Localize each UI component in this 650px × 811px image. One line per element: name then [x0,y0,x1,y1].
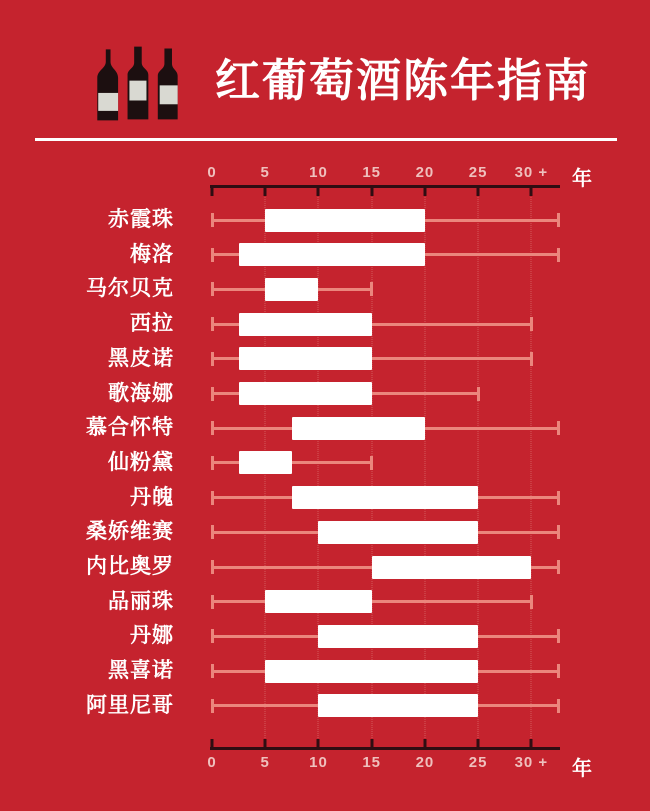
chart-row [212,518,558,546]
chart-row [212,275,558,303]
axis-tick [211,739,214,748]
whisker-cap [557,213,560,227]
whisker-cap [211,387,214,401]
whisker-cap [557,560,560,574]
x-axis-bottom [207,738,592,786]
axis-tick [423,739,426,748]
axis-tick-label: 10 [309,754,328,771]
grape-variety-label: 内比奥罗 [86,555,174,578]
whisker-line [212,600,531,603]
whisker-cap [211,248,214,262]
whisker-cap [211,456,214,470]
whisker-cap [557,525,560,539]
whisker-cap [211,699,214,713]
axis-tick-label: 15 [362,164,382,181]
axis-tick [477,739,480,748]
aging-range-bar [239,313,372,336]
aging-range-bar [239,243,425,266]
chart-row [212,553,558,581]
axis-tick-label: 30 + [514,164,549,181]
axis-tick-label: 25 [468,164,488,181]
axis-tick [264,739,267,748]
grape-variety-label: 马尔贝克 [86,277,174,301]
aging-range-bar [239,451,292,474]
chart-row [212,588,558,616]
aging-range-bar [318,521,478,544]
axis-tick-label: 20 [415,164,435,181]
whisker-cap [211,629,214,643]
whisker-cap [477,387,480,401]
aging-range-bar [265,209,425,232]
aging-range-bar [239,347,372,370]
whisker-cap [557,664,560,678]
whisker-cap [211,525,214,539]
axis-unit-label: 年 [572,758,592,780]
axis-tick-label: 30 + [514,754,549,771]
whisker-cap [557,699,560,713]
whisker-cap [370,456,373,470]
whisker-cap [211,352,214,366]
chart-row [212,657,558,685]
aging-range-bar [318,694,478,717]
whisker-cap [557,491,560,505]
axis-line [210,747,560,750]
chart-row [212,449,558,477]
whisker-cap [530,595,533,609]
chart-row [212,414,558,442]
axis-tick-label: 5 [260,754,270,771]
chart-row [212,345,558,373]
aging-range-bar [265,660,478,683]
aging-range-bar [265,278,318,301]
chart-row [212,310,558,338]
whisker-cap [211,282,214,296]
axis-tick [317,739,320,748]
grape-variety-label: 阿里尼哥 [86,693,174,717]
grape-variety-label: 西拉 [130,312,174,336]
grape-variety-label: 黑皮诺 [108,346,174,370]
whisker-cap [211,421,214,435]
chart-row [212,692,558,720]
axis-tick [370,739,373,748]
whisker-cap [530,352,533,366]
aging-range-bar [239,382,372,405]
axis-tick-label: 5 [260,164,270,181]
grape-variety-label: 梅洛 [130,242,174,266]
aging-range-bar [265,590,371,613]
row-labels [12,0,174,811]
chart-row [212,484,558,512]
aging-range-bar [292,486,478,509]
grape-variety-label: 赤霞珠 [108,208,174,231]
axis-tick-label: 25 [468,754,488,771]
grape-variety-label: 桑娇维赛 [86,520,174,544]
aging-range-bar [318,625,478,648]
whisker-cap [530,317,533,331]
whisker-cap [557,248,560,262]
axis-tick-label: 15 [362,754,382,771]
chart-row [212,206,558,234]
chart-rows [212,0,558,811]
grape-variety-label: 仙粉黛 [108,450,174,474]
axis-tick-label: 0 [207,164,217,181]
page-title: 红葡萄酒陈年指南 [214,55,591,106]
whisker-cap [211,664,214,678]
axis-tick-label: 10 [309,164,328,181]
chart-row [212,622,558,650]
chart-row [212,241,558,269]
whisker-cap [211,560,214,574]
grape-variety-label: 丹魄 [130,485,174,509]
chart-row [212,380,558,408]
axis-unit-label: 年 [572,168,592,190]
whisker-cap [557,421,560,435]
whisker-cap [211,213,214,227]
grape-variety-label: 慕合怀特 [86,416,174,440]
axis-tick-label: 20 [415,754,435,771]
grape-variety-label: 黑喜诺 [108,659,174,683]
grape-variety-label: 歌海娜 [108,381,174,405]
whisker-cap [557,629,560,643]
aging-range-bar [292,417,425,440]
grape-variety-label: 品丽珠 [108,589,174,613]
whisker-cap [211,317,214,331]
whisker-line [212,461,372,464]
whisker-cap [211,595,214,609]
aging-range-bar [372,556,532,579]
grape-variety-label: 丹娜 [130,624,174,648]
whisker-cap [211,491,214,505]
axis-tick-label: 0 [207,754,217,771]
axis-tick [530,739,533,748]
whisker-cap [370,282,373,296]
